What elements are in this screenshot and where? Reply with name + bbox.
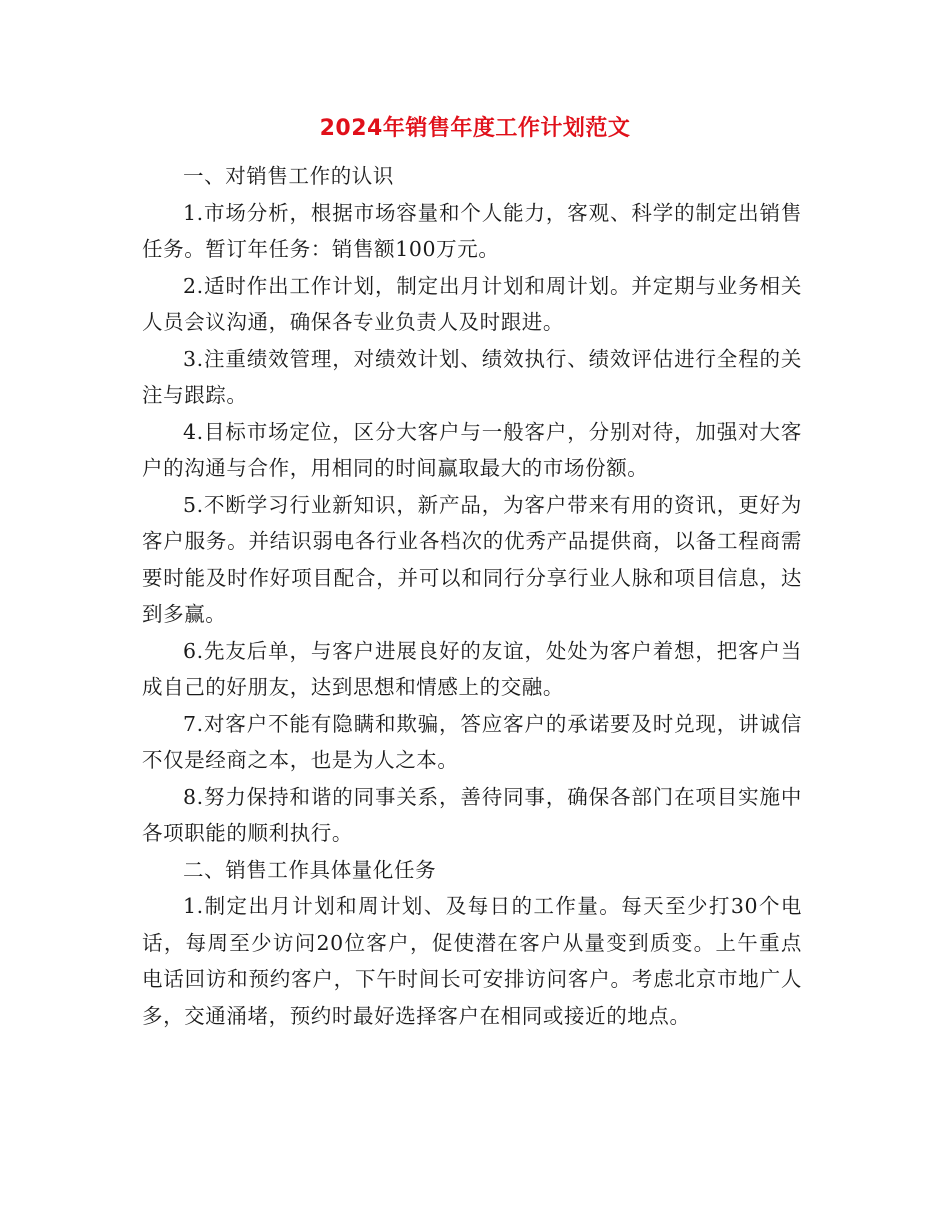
- paragraph: 7.对客户不能有隐瞒和欺骗，答应客户的承诺要及时兑现，讲诚信不仅是经商之本，也是为人之本。: [142, 711, 802, 772]
- paragraph: 4.目标市场定位，区分大客户与一般客户，分别对待，加强对大客户的沟通与合作，用相同的时间赢取最大的市场份额。: [142, 419, 802, 480]
- paragraph: 6.先友后单，与客户进展良好的友谊，处处为客户着想，把客户当成自己的好朋友，达到思想和情感上的交融。: [142, 638, 802, 699]
- paragraph: 1.市场分析，根据市场容量和个人能力，客观、科学的制定出销售任务。暂订年任务：销售额100万元。: [142, 200, 802, 261]
- paragraph: 8.努力保持和谐的同事关系，善待同事，确保各部门在项目实施中各项职能的顺利执行。: [142, 784, 802, 845]
- section-heading-2: 二、销售工作具体量化任务: [183, 857, 437, 882]
- paragraph: 2.适时作出工作计划，制定出月计划和周计划。并定期与业务相关人员会议沟通，确保各专业负责人及时跟进。: [142, 273, 802, 334]
- paragraph: 1.制定出月计划和周计划、及每日的工作量。每天至少打30个电话，每周至少访问20位客户，促使潜在客户从量变到质变。上午重点电话回访和预约客户，下午时间长可安排访问客户。考虑北京市地广人多，交通涌堵，预约时最好选择客户在相同或接近的地点。: [142, 894, 802, 1028]
- document-title: 2024年销售年度工作计划范文: [319, 116, 631, 141]
- paragraph: 3.注重绩效管理，对绩效计划、绩效执行、绩效评估进行全程的关注与跟踪。: [142, 346, 802, 407]
- document-body: [142, 158, 802, 1034]
- paragraph: 5.不断学习行业新知识，新产品，为客户带来有用的资讯，更好为客户服务。并结识弱电各行业各档次的优秀产品提供商，以备工程商需要时能及时作好项目配合，并可以和同行分享行业人脉和项目信息，达到多赢。: [142, 492, 802, 626]
- section-heading-1: 一、对销售工作的认识: [183, 164, 394, 188]
